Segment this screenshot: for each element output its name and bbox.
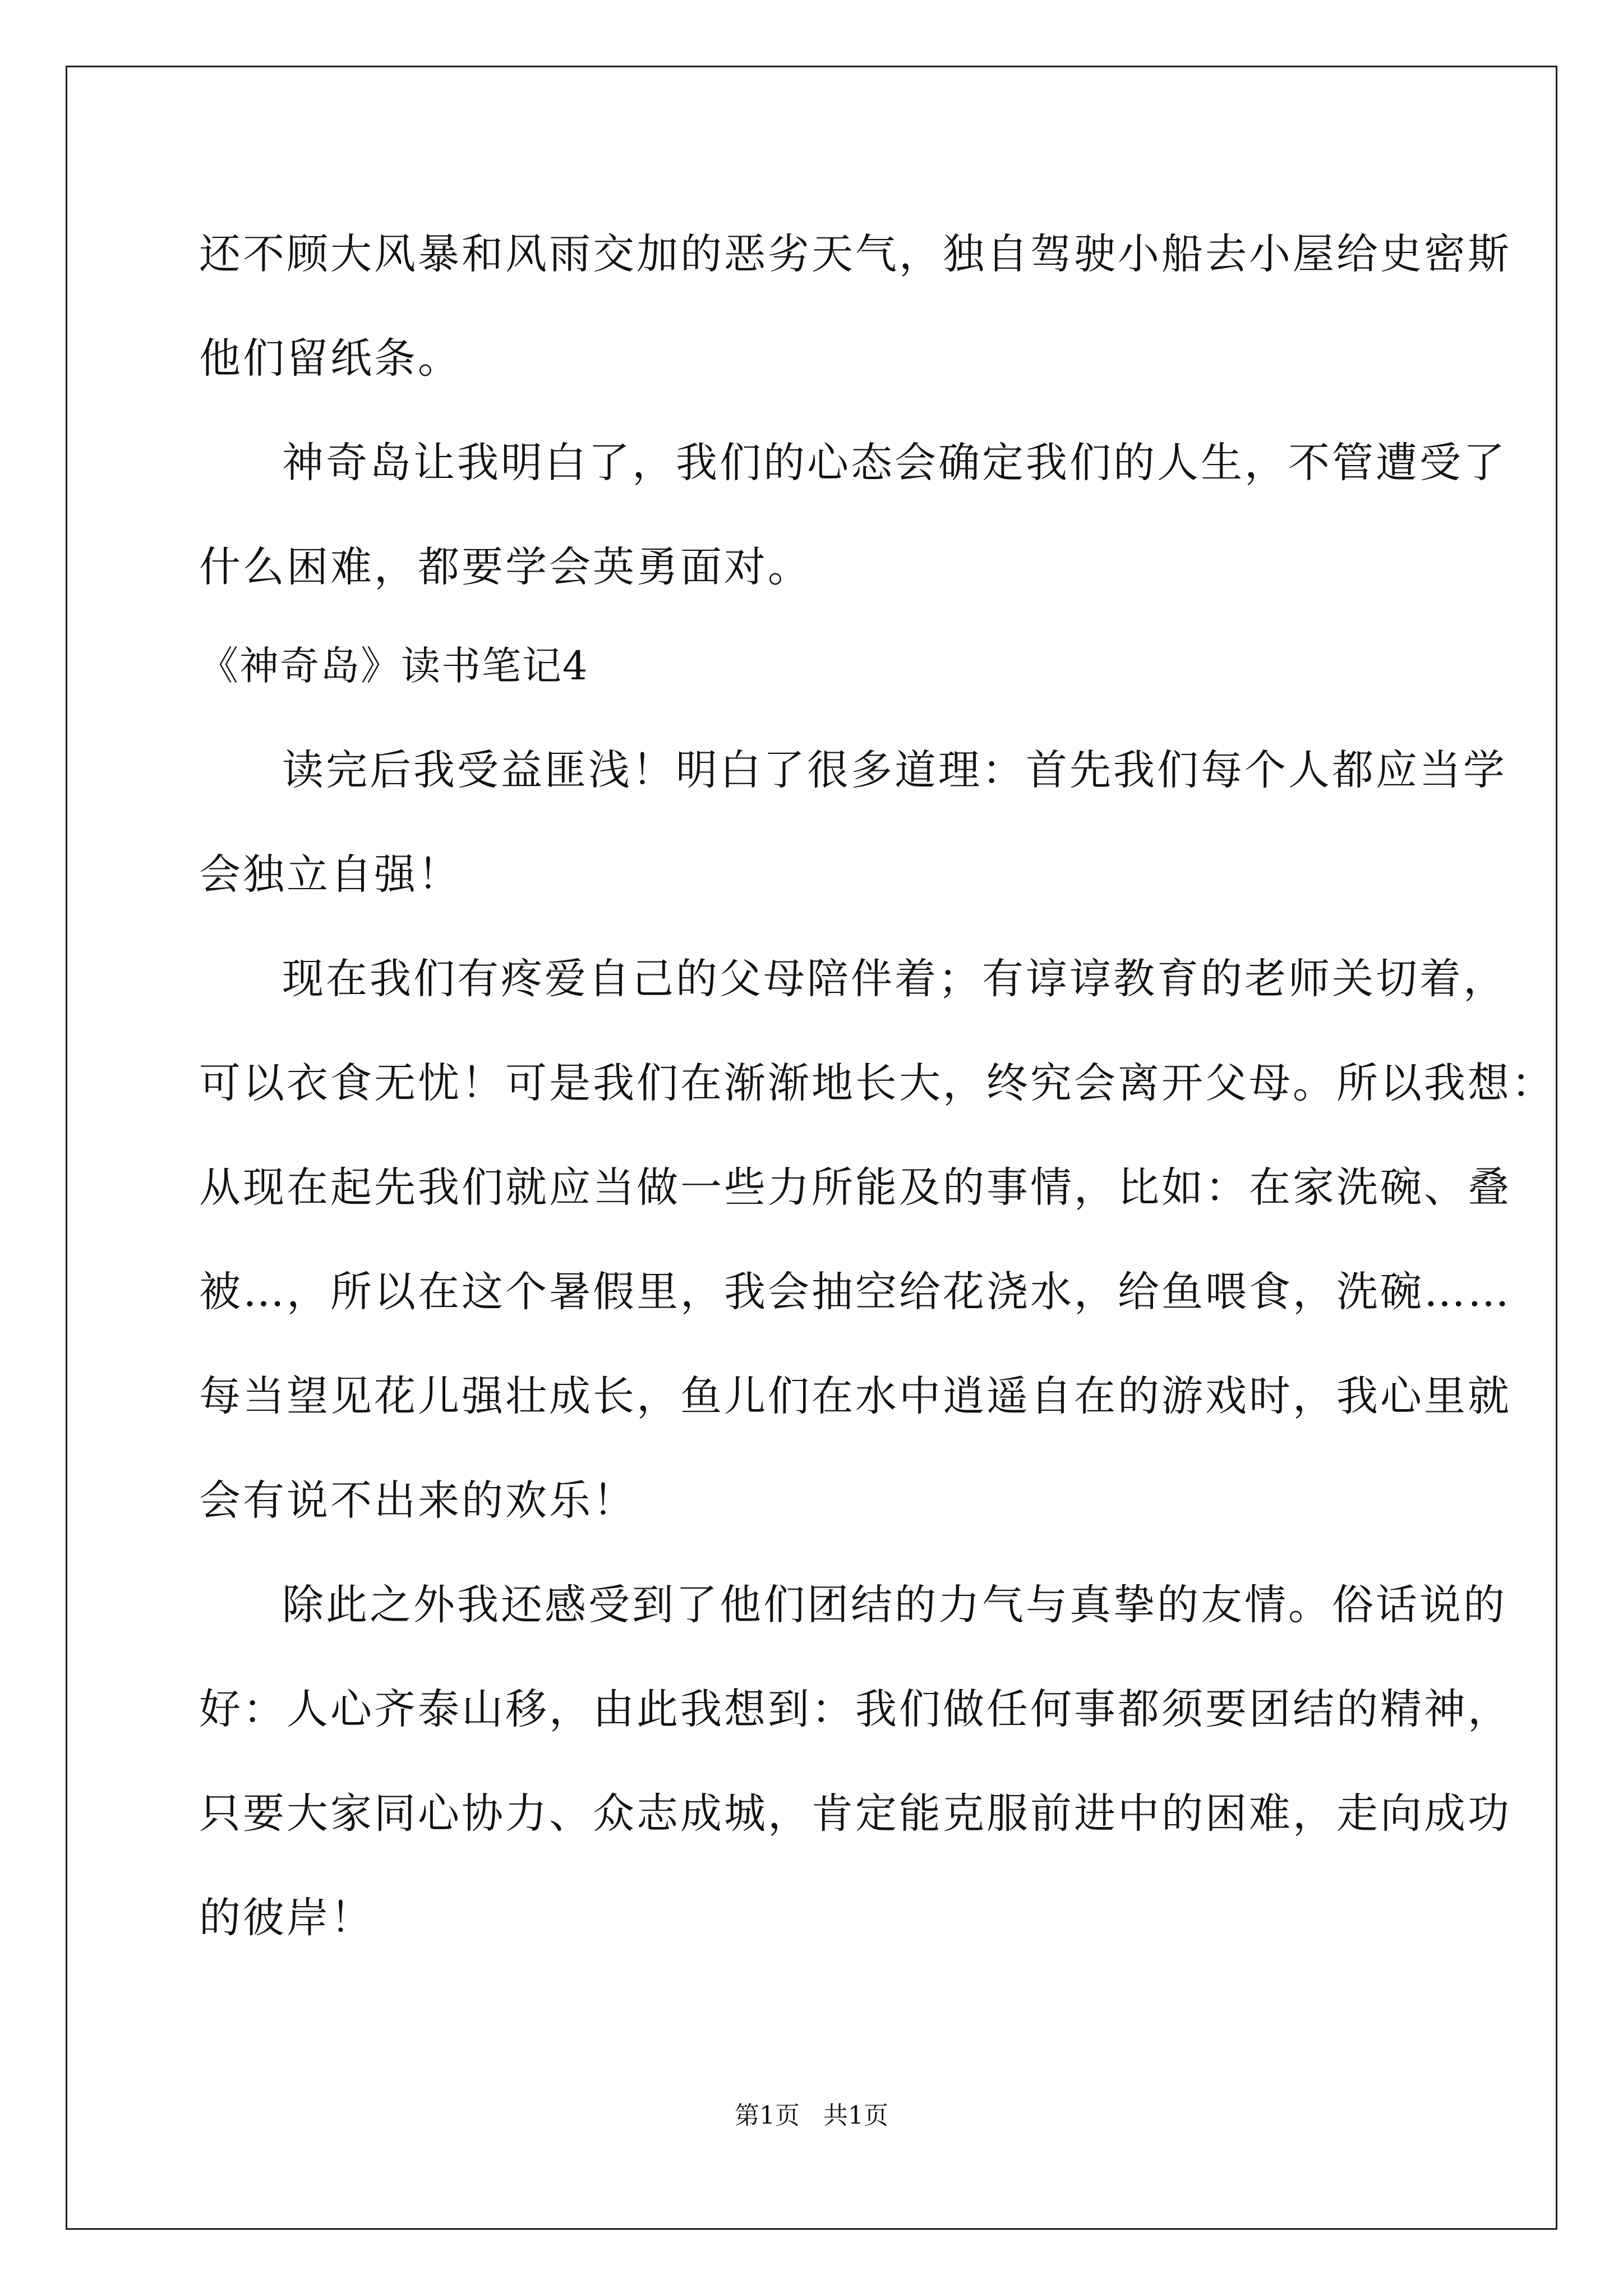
paragraph-5-line-1: 除此之外我还感受到了他们团结的力气与真挚的友情。俗话说的 xyxy=(282,1581,1507,1629)
paragraph-4-line-1: 现在我们有疼爱自己的父母陪伴着；有谆谆教育的老师关切着， xyxy=(282,955,1507,1003)
paragraph-4-line-6: 会有说不出来的欢乐！ xyxy=(199,1476,637,1525)
paragraph-2-line-1: 神奇岛让我明白了，我们的心态会确定我们的人生，不管遭受了 xyxy=(282,439,1507,487)
paragraph-3-line-2: 会独立自强！ xyxy=(199,850,462,899)
section-heading: 《神奇岛》读书笔记4 xyxy=(199,643,589,689)
paragraph-3-line-1: 读完后我受益匪浅！明白了很多道理：首先我们每个人都应当学 xyxy=(282,746,1507,794)
paragraph-5-line-3: 只要大家同心协力、众志成城，肯定能克服前进中的困难，走向成功 xyxy=(199,1789,1511,1838)
page-footer: 第1页 共1页 xyxy=(735,2101,888,2130)
paragraph-5-line-2: 好：人心齐泰山移，由此我想到：我们做任何事都须要团结的精神， xyxy=(199,1685,1511,1733)
paragraph-1-line-1: 还不顾大风暴和风雨交加的恶劣天气，独自驾驶小船去小屋给史密斯 xyxy=(199,230,1511,278)
paragraph-1-line-2: 他们留纸条。 xyxy=(199,334,462,383)
paragraph-4-line-2: 可以衣食无忧！可是我们在渐渐地长大，终究会离开父母。所以我想： xyxy=(199,1059,1555,1107)
paragraph-4-line-4: 被…，所以在这个暑假里，我会抽空给花浇水，给鱼喂食，洗碗…… xyxy=(199,1268,1511,1316)
paragraph-4-line-3: 从现在起先我们就应当做一些力所能及的事情，比如：在家洗碗、叠 xyxy=(199,1163,1511,1212)
paragraph-2-line-2: 什么困难，都要学会英勇面对。 xyxy=(199,543,811,591)
paragraph-4-line-5: 每当望见花儿强壮成长，鱼儿们在水中逍遥自在的游戏时，我心里就 xyxy=(199,1372,1511,1420)
paragraph-5-line-4: 的彼岸！ xyxy=(199,1894,374,1942)
